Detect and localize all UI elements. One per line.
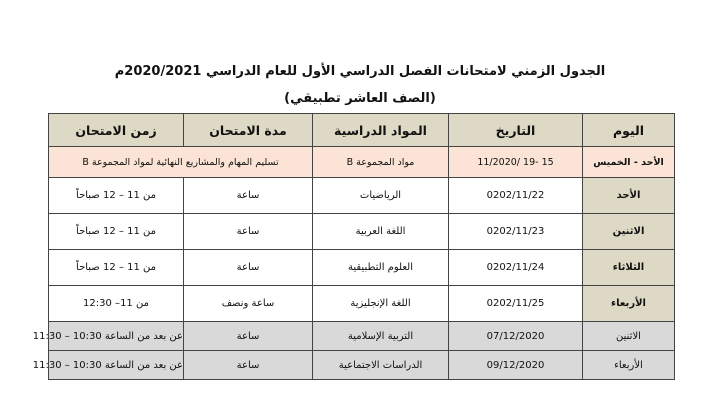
header-duration: مدة الامتحان: [184, 114, 313, 147]
cell-time: من 11 – 12 صباحاً: [49, 214, 184, 250]
cell-date: 07/12/2020: [449, 322, 583, 351]
document-subtitle: (الصف العاشر تطبيقي): [284, 91, 436, 106]
cell-day: الأحد: [583, 178, 675, 214]
cell-date: 09/12/2020: [449, 351, 583, 380]
exam-schedule-table: [32, 113, 675, 380]
cell-subject: اللغة العربية: [313, 214, 449, 250]
header-day: اليوم: [583, 114, 675, 147]
cell-time: عن بعد من الساعة 10:30 – 11:30: [49, 322, 184, 351]
cell-date: 0202/11/23: [449, 214, 583, 250]
cell-subject: مواد المجموعة B: [313, 147, 449, 178]
cell-date: 15 -19 /11/2020: [449, 147, 583, 178]
document-title: الجدول الزمني لامتحانات الفصل الدراسي الأول للعام الدراسي 2020/2021م: [114, 64, 606, 79]
table-row: [49, 250, 675, 286]
cell-date: 0202/11/25: [449, 286, 583, 322]
cell-subject: الرياضيات: [313, 178, 449, 214]
table-header-row: [49, 114, 675, 147]
cell-subject: الدراسات الاجتماعية: [313, 351, 449, 380]
table-row: [49, 178, 675, 214]
header-time: زمن الامتحان: [49, 114, 184, 147]
cell-time: من 11– 12:30: [49, 286, 184, 322]
table-row-group-b: [49, 147, 675, 178]
cell-date: 0202/11/22: [449, 178, 583, 214]
cell-note: تسليم المهام والمشاريع النهائية لمواد المجموعة B: [49, 147, 313, 178]
cell-subject: اللغة الإنجليزية: [313, 286, 449, 322]
table-row: [49, 322, 675, 351]
cell-subject: العلوم التطبيقية: [313, 250, 449, 286]
cell-duration: ساعة: [184, 322, 313, 351]
cell-duration: ساعة ونصف: [184, 286, 313, 322]
table-row: [49, 286, 675, 322]
cell-date: 0202/11/24: [449, 250, 583, 286]
cell-day: الأربعاء: [583, 351, 675, 380]
cell-day: الأربعاء: [583, 286, 675, 322]
header-subject: المواد الدراسية: [313, 114, 449, 147]
cell-duration: ساعة: [184, 214, 313, 250]
cell-day: الاثنين: [583, 322, 675, 351]
header-date: التاريخ: [449, 114, 583, 147]
table-row: [49, 351, 675, 380]
cell-day: الأحد - الخميس: [583, 147, 675, 178]
cell-day: الثلاثاء: [583, 250, 675, 286]
cell-duration: ساعة: [184, 351, 313, 380]
cell-subject: التربية الإسلامية: [313, 322, 449, 351]
table-row: [49, 214, 675, 250]
cell-duration: ساعة: [184, 178, 313, 214]
cell-time: عن بعد من الساعة 10:30 – 11:30: [49, 351, 184, 380]
cell-day: الاثنين: [583, 214, 675, 250]
cell-duration: ساعة: [184, 250, 313, 286]
cell-time: من 11 – 12 صباحاً: [49, 178, 184, 214]
cell-time: من 11 – 12 صباحاً: [49, 250, 184, 286]
